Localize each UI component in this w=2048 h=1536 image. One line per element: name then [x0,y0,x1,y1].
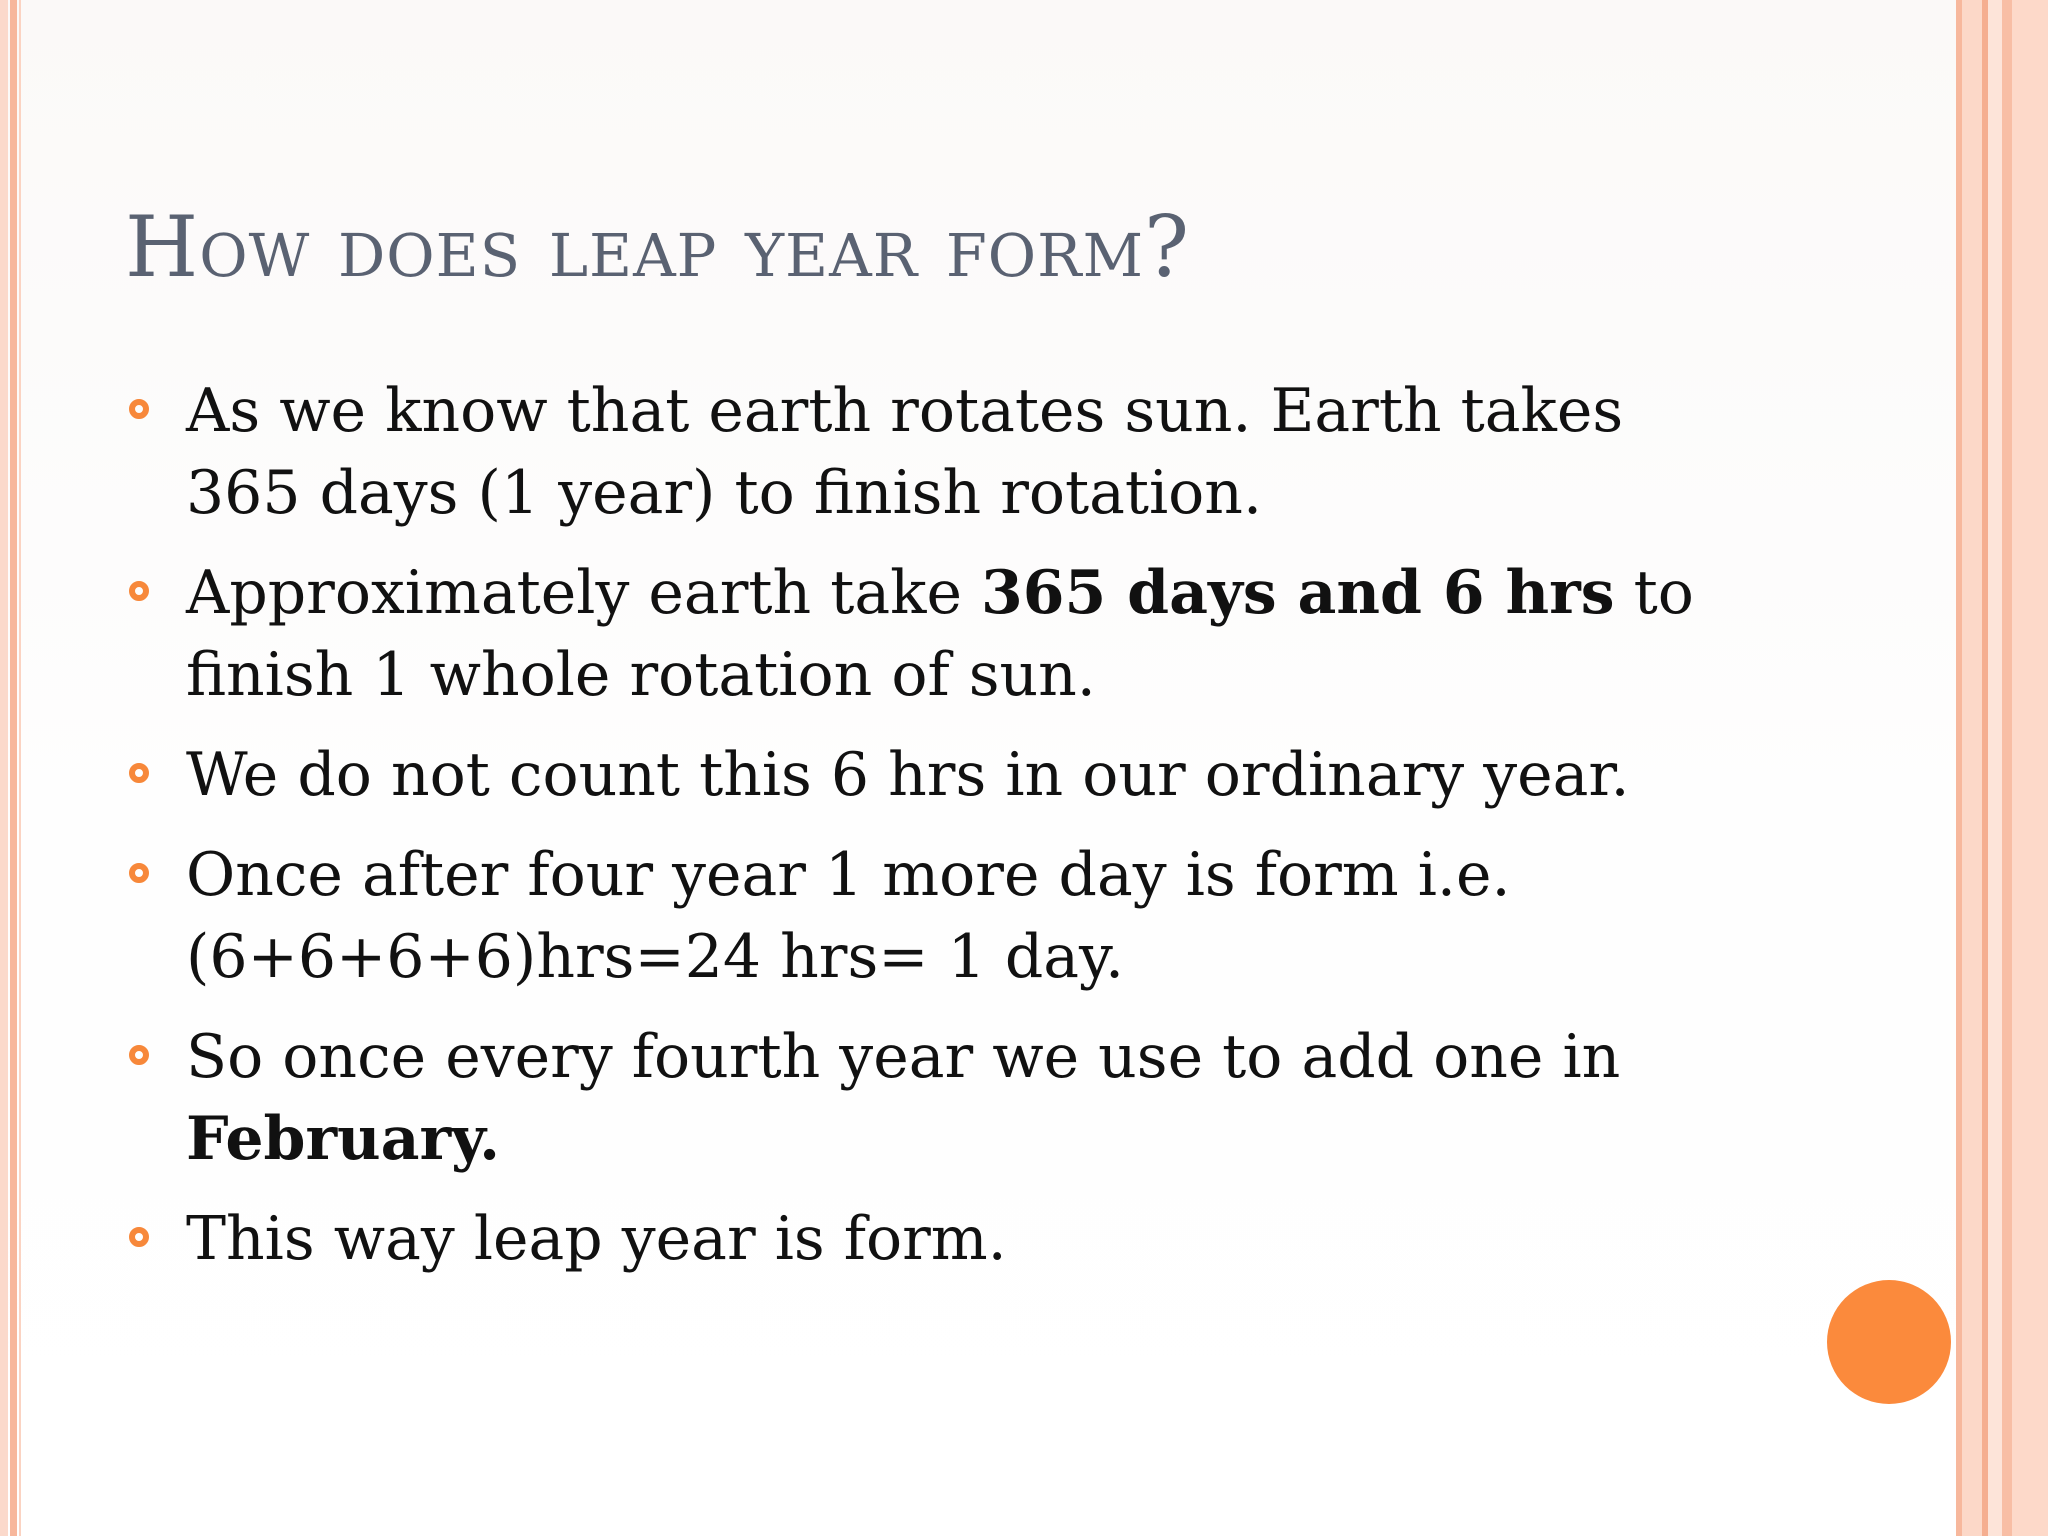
bullet-item [125,1016,1765,1180]
bullet-circle-icon [129,399,149,419]
left-border-stripe [10,0,17,1536]
bullet-text: (6+6+6+6)hrs=24 hrs= 1 day. [186,922,1125,992]
bullet-item [125,552,1765,716]
bullet-text: So once every fourth year we use to add one in [186,1022,1621,1092]
right-border-stripe [1962,0,1982,1536]
bold-emphasis: February. [186,1104,501,1174]
bullet-text-segment: to [1614,558,1694,628]
right-border-stripe [2002,0,2012,1536]
bullet-text: We do not count this 6 hrs in our ordinary year. [186,740,1630,810]
slide-title: How does leap year form? [125,198,1191,296]
bullet-item [125,734,1765,816]
bullet-list [125,370,1765,1298]
bullet-circle-icon [129,763,149,783]
left-border-stripe [0,0,8,1536]
bullet-item [125,370,1765,534]
bullet-text: 365 days (1 year) to finish rotation. [186,458,1263,528]
bullet-item [125,834,1765,998]
bullet-circle-icon [129,1227,149,1247]
bold-emphasis: 365 days and 6 hrs [981,558,1615,628]
bullet-circle-icon [129,863,149,883]
bullet-text: Once after four year 1 more day is form i.e. [186,840,1511,910]
bullet-item [125,1198,1765,1280]
left-border-stripe [19,0,21,1536]
bullet-text: finish 1 whole rotation of sun. [186,640,1096,710]
bullet-text: As we know that earth rotates sun. Earth takes [186,376,1624,446]
bullet-text: This way leap year is form. [186,1204,1007,1274]
bullet-text-segment: Approximately earth take [186,558,982,628]
bullet-circle-icon [129,1045,149,1065]
bullet-text [186,552,1765,634]
bullet-circle-icon [129,581,149,601]
right-border-stripe [1988,0,2002,1536]
right-border-stripe [2012,0,2048,1536]
orange-circle-icon [1827,1280,1951,1404]
